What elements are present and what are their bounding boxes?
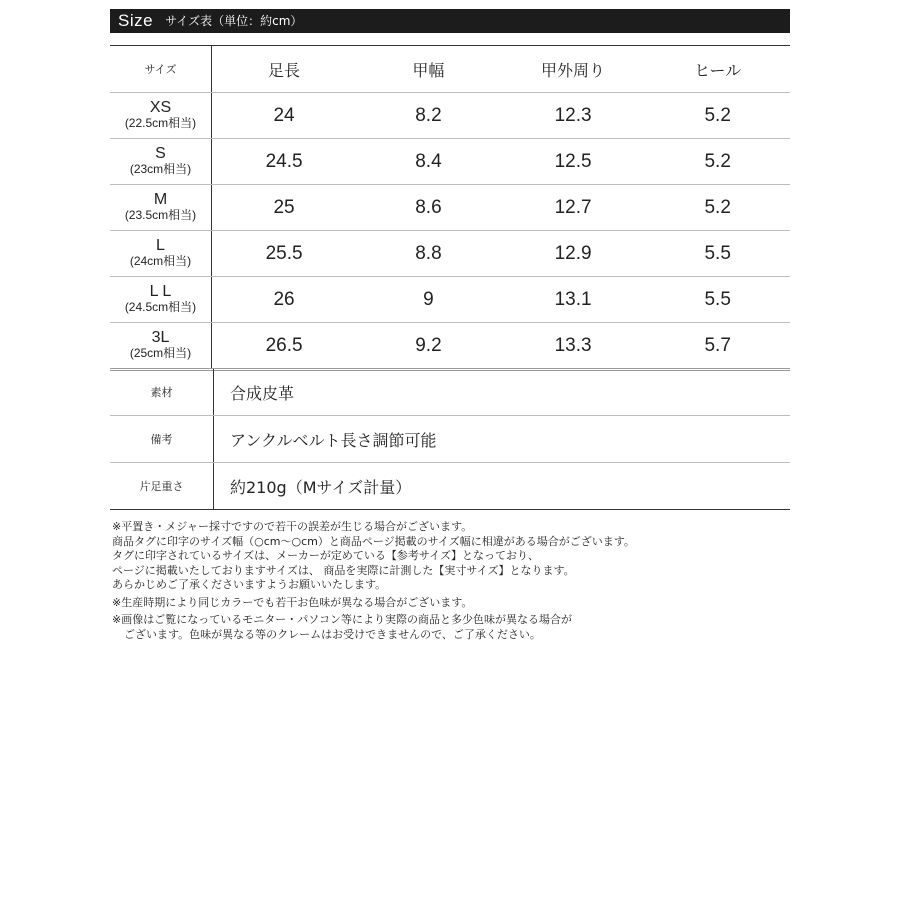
notes-section bbox=[112, 520, 792, 642]
instep-circumference-value: 13.3 bbox=[501, 323, 646, 370]
size-cell bbox=[110, 185, 212, 231]
heel-value: 5.2 bbox=[645, 93, 790, 139]
note-line: ページに掲載いたしておりますサイズは、 商品を実際に計測した【実寸サイズ】となります。 bbox=[112, 563, 575, 577]
info-label: 素材 bbox=[110, 369, 214, 416]
size-equivalent: (22.5cm相当) bbox=[124, 116, 197, 130]
instep-circumference-value: 12.3 bbox=[501, 93, 646, 139]
size-table bbox=[110, 45, 790, 371]
info-value: アンクルベルト長さ調節可能 bbox=[214, 416, 791, 463]
instep-circumference-value: 12.5 bbox=[501, 139, 646, 185]
size-label: L L bbox=[149, 283, 172, 300]
size-cell bbox=[110, 231, 212, 277]
info-row-material bbox=[110, 369, 790, 416]
column-header-size: サイズ bbox=[110, 46, 212, 93]
instep-width-value: 8.4 bbox=[356, 139, 501, 185]
size-label: 3L bbox=[151, 329, 170, 346]
size-equivalent: (24cm相当) bbox=[129, 254, 192, 268]
info-row-remarks bbox=[110, 416, 790, 463]
column-header-heel: ヒール bbox=[645, 46, 790, 93]
heel-value: 5.2 bbox=[645, 185, 790, 231]
heel-value: 5.5 bbox=[645, 231, 790, 277]
note-line: あらかじめご了承くださいますようお願いいたします。 bbox=[112, 578, 387, 591]
note-line: ございます。色味が異なる等のクレームはお受けできませんので、ご了承ください。 bbox=[124, 627, 541, 641]
column-header-instep-width: 甲幅 bbox=[356, 46, 501, 93]
size-label: M bbox=[153, 191, 168, 208]
table-row bbox=[110, 185, 790, 231]
size-table-header-row bbox=[110, 46, 790, 93]
foot-length-value: 25 bbox=[212, 185, 357, 231]
note-line: ※生産時期により同じカラーでも若干お色味が異なる場合がございます。 bbox=[112, 595, 473, 609]
note-line: 商品タグに印字のサイズ幅（○cm〜○cm）と商品ページ掲載のサイズ幅に相違がある場合がございます。 bbox=[112, 534, 635, 548]
instep-width-value: 8.6 bbox=[356, 185, 501, 231]
foot-length-value: 26.5 bbox=[212, 323, 357, 370]
foot-length-value: 24 bbox=[212, 93, 357, 139]
heel-value: 5.7 bbox=[645, 323, 790, 370]
size-label: L bbox=[156, 237, 165, 254]
heel-value: 5.5 bbox=[645, 277, 790, 323]
table-row bbox=[110, 323, 790, 370]
size-equivalent: (25cm相当) bbox=[129, 346, 192, 360]
instep-width-value: 8.2 bbox=[356, 93, 501, 139]
foot-length-value: 25.5 bbox=[212, 231, 357, 277]
table-row bbox=[110, 139, 790, 185]
size-cell bbox=[110, 277, 212, 323]
size-equivalent: (23.5cm相当) bbox=[124, 208, 197, 222]
note-line: ※画像はご覧になっているモニター・パソコン等により実際の商品と多少色味が異なる場合が bbox=[112, 613, 572, 626]
note-line: ※平置き・メジャー採寸ですので若干の誤差が生じる場合がございます。 bbox=[112, 520, 473, 533]
heel-value: 5.2 bbox=[645, 139, 790, 185]
size-equivalent: (23cm相当) bbox=[129, 162, 192, 176]
size-label: XS bbox=[149, 99, 172, 116]
column-header-instep-circumference: 甲外周り bbox=[501, 46, 646, 93]
product-info-table bbox=[110, 369, 790, 510]
info-value: 合成皮革 bbox=[214, 369, 791, 416]
instep-width-value: 8.8 bbox=[356, 231, 501, 277]
instep-circumference-value: 12.7 bbox=[501, 185, 646, 231]
size-chart-header bbox=[110, 9, 790, 33]
size-label: S bbox=[155, 145, 166, 162]
instep-width-value: 9 bbox=[356, 277, 501, 323]
foot-length-value: 24.5 bbox=[212, 139, 357, 185]
size-cell bbox=[110, 139, 212, 185]
column-header-foot-length: 足長 bbox=[212, 46, 357, 93]
foot-length-value: 26 bbox=[212, 277, 357, 323]
table-row bbox=[110, 231, 790, 277]
size-cell bbox=[110, 323, 212, 370]
note-line: タグに印字されているサイズは、メーカーが定めている【参考サイズ】となっており、 bbox=[112, 549, 540, 562]
info-label: 備考 bbox=[110, 416, 214, 463]
instep-width-value: 9.2 bbox=[356, 323, 501, 370]
table-row bbox=[110, 277, 790, 323]
header-subtitle: サイズ表（単位：約cm） bbox=[165, 13, 303, 28]
info-value: 約210g（Mサイズ計量） bbox=[214, 463, 791, 510]
size-cell bbox=[110, 93, 212, 139]
table-row bbox=[110, 93, 790, 139]
info-row-weight bbox=[110, 463, 790, 510]
size-equivalent: (24.5cm相当) bbox=[124, 300, 197, 314]
header-size-word: Size bbox=[118, 11, 154, 30]
instep-circumference-value: 12.9 bbox=[501, 231, 646, 277]
info-label: 片足重さ bbox=[110, 463, 214, 510]
instep-circumference-value: 13.1 bbox=[501, 277, 646, 323]
